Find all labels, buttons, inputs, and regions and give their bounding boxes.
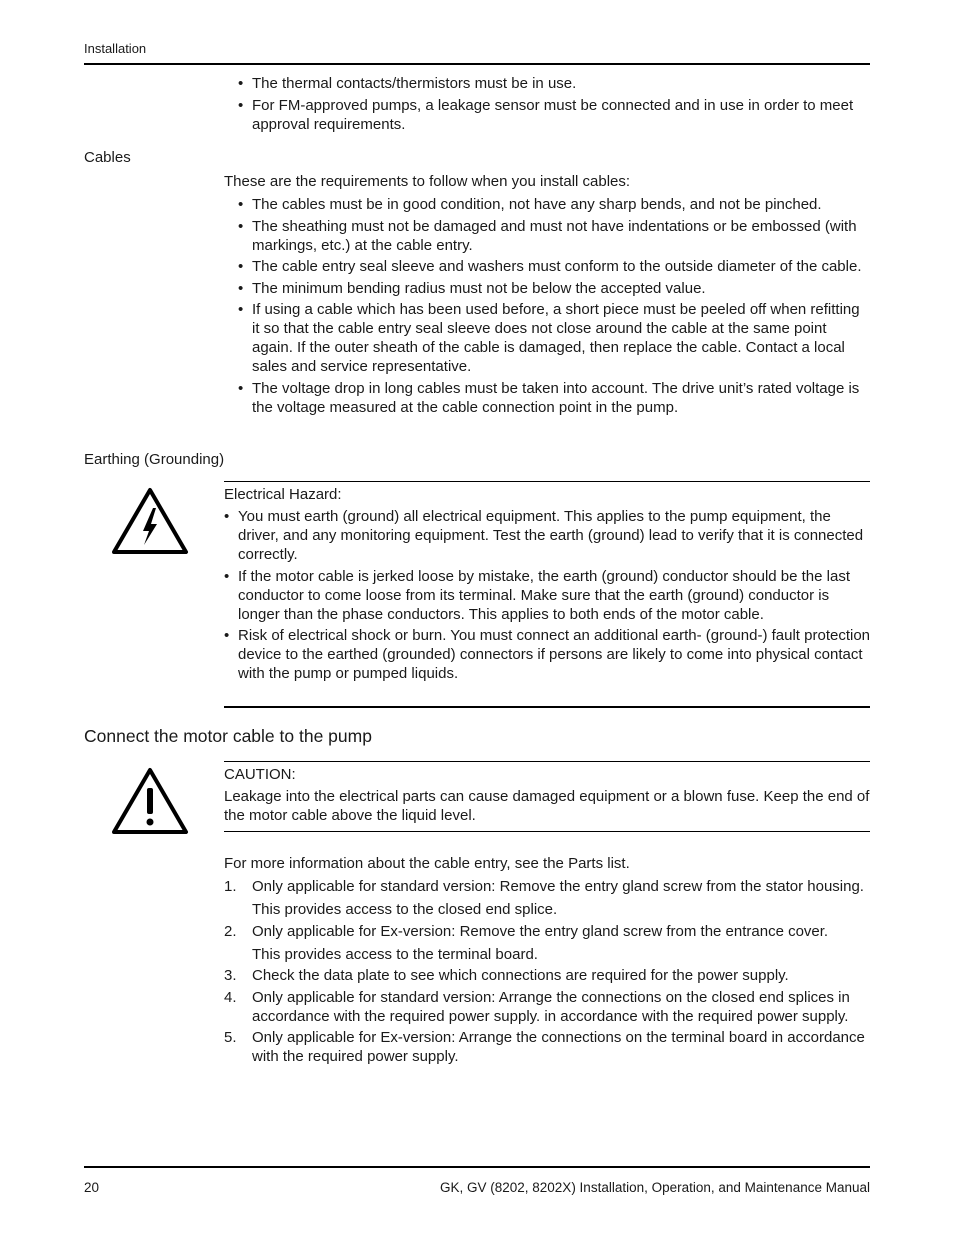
list-item: • The voltage drop in long cables must be taken into account. The drive unit’s rated voltage is the voltage measured at the cable connection point in the pump. bbox=[224, 379, 870, 417]
list-item: • The sheathing must not be damaged and must not have indentations or be embossed (with markings, etc.) at the cable entry. bbox=[224, 217, 870, 255]
cables-section bbox=[224, 172, 870, 419]
hazard-bottom-rule bbox=[224, 706, 870, 708]
step-number: 1. bbox=[224, 878, 237, 895]
step-text: Only applicable for Ex-version: Remove the entry gland screw from the entrance cover. bbox=[252, 922, 829, 940]
footer-rule bbox=[84, 1166, 870, 1168]
electrical-hazard-icon bbox=[110, 486, 190, 556]
step-number: 3. bbox=[224, 967, 237, 984]
step-item bbox=[224, 1028, 870, 1066]
step-text: Only applicable for Ex-version: Arrange the connections on the terminal board in accordance with the required power supply. bbox=[252, 1029, 865, 1065]
step-number: 2. bbox=[224, 922, 237, 940]
list-item: • If the motor cable is jerked loose by mistake, the earth (ground) conductor should be the last conductor to come loose from its terminal. Make sure that the earth (ground) conductor is longer than the phase conductors. This applies to both ends of the motor cable. bbox=[224, 567, 870, 624]
connect-lead: For more information about the cable entry, see the Parts list. bbox=[224, 855, 630, 872]
hazard-top-rule bbox=[224, 481, 870, 482]
list-item: • The cables must be in good condition, not have any sharp bends, and not be pinched. bbox=[224, 195, 870, 214]
electrical-hazard-box bbox=[224, 485, 870, 686]
step-number: 4. bbox=[224, 988, 237, 1006]
caution-bottom-rule bbox=[224, 831, 870, 832]
list-item: • The cable entry seal sleeve and washers must conform to the outside diameter of the cable. bbox=[224, 257, 870, 276]
step-number: 5. bbox=[224, 1029, 237, 1046]
step-item bbox=[224, 877, 870, 919]
step-item bbox=[224, 966, 870, 985]
list-item: • For FM-approved pumps, a leakage sensor must be connected and in use in order to meet approval requirements. bbox=[224, 96, 870, 134]
cables-lead: These are the requirements to follow when you install cables: bbox=[224, 173, 631, 190]
list-item: • You must earth (ground) all electrical equipment. This applies to the pump equipment, the driver, and any monitoring equipment. Test the earth (ground) lead to verify that it is connected correctly. bbox=[224, 507, 870, 564]
connect-heading: Connect the motor cable to the pump bbox=[84, 726, 372, 746]
step-item bbox=[224, 988, 870, 1026]
caution-text: Leakage into the electrical parts can cause damaged equipment or a blown fuse. Keep the end of the motor cable above the liquid level. bbox=[224, 788, 870, 824]
step-result: This provides access to the terminal board. bbox=[252, 945, 538, 963]
caution-top-rule bbox=[224, 761, 870, 762]
cables-heading: Cables bbox=[84, 149, 131, 166]
list-item: • Risk of electrical shock or burn. You must connect an additional earth- (ground-) fault protection device to the earthed (grounded) connectors if persons are likely to come into physical contact with the pump or pumped liquids. bbox=[224, 626, 870, 683]
list-item: • The thermal contacts/thermistors must be in use. bbox=[224, 74, 870, 93]
running-header: Installation bbox=[84, 41, 147, 56]
intro-bullet-list bbox=[224, 74, 870, 136]
caution-icon bbox=[110, 766, 190, 836]
caution-box bbox=[224, 765, 870, 825]
earthing-heading: Earthing (Grounding) bbox=[84, 451, 225, 468]
step-text: Only applicable for standard version: Remove the entry gland screw from the stator housing. bbox=[252, 878, 864, 895]
caution-title: CAUTION: bbox=[224, 766, 296, 783]
footer-title: GK, GV (8202, 8202X) Installation, Operation, and Maintenance Manual bbox=[439, 1180, 870, 1195]
hazard-title: Electrical Hazard: bbox=[224, 486, 342, 503]
step-item bbox=[224, 922, 870, 964]
page-number: 20 bbox=[84, 1180, 100, 1195]
list-item: • If using a cable which has been used before, a short piece must be peeled off when refitting it so that the cable entry seal sleeve does not close around the cable at the same point again. If the outer sheath of the cable is damaged, then replace the cable. Contact a local sales and service representative. bbox=[224, 300, 870, 376]
connect-steps-section bbox=[224, 854, 870, 1069]
list-item: • The minimum bending radius must not be below the accepted value. bbox=[224, 279, 870, 298]
step-result: This provides access to the closed end splice. bbox=[252, 901, 558, 918]
step-text: Only applicable for standard version: Arrange the connections on the closed end splices in accordance with the required power supply. in accordance with the required power supply. bbox=[252, 988, 850, 1025]
header-rule bbox=[84, 63, 870, 65]
step-text: Check the data plate to see which connections are required for the power supply. bbox=[252, 967, 789, 984]
